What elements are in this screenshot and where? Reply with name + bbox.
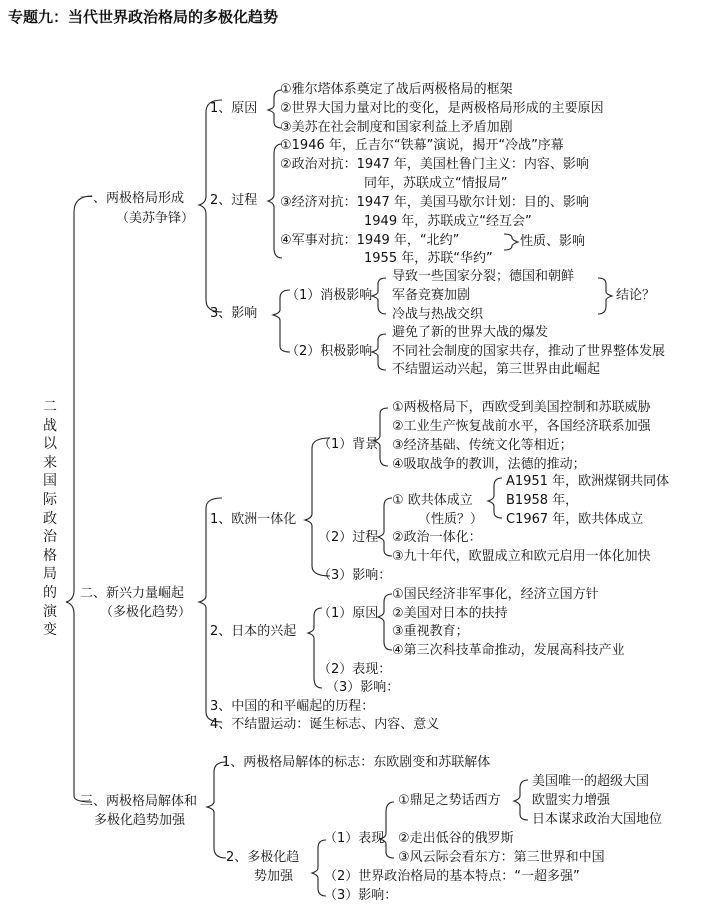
s3-perf-item: ②走出低谷的俄罗斯 [398,831,514,846]
s2-jreason-item: ①国民经济非军事化，经济立国方针 [392,587,599,602]
s1-pos-label: （2）积极影响 [286,344,373,359]
s2-jreason-item: ②美国对日本的扶持 [392,606,508,621]
s3-tripod-item: 欧盟实力增强 [532,793,611,808]
s3-label-2: 多极化趋势加强 [94,813,186,828]
s1-process-item: ①1946 年，丘吉尔“铁幕”演说，揭开“冷战”序幕 [280,138,564,153]
s1-process-item: 1949 年，苏联成立“经互会” [364,214,532,229]
s3-perf-label: （1）表现 [324,831,385,846]
s2-proc-item: ③九十年代，欧盟成立和欧元启用一体化加快 [392,549,651,564]
s1-process-item: ④军事对抗：1949 年，“北约” [280,233,460,248]
s3-perf-item: ③风云际会看东方：第三世界和中国 [398,850,605,865]
s1-neg-brace [372,278,386,314]
s2-nam: 4、不结盟运动：诞生标志、内容、意义 [210,717,440,732]
s2-japan-performance: （2）表现： [318,662,392,677]
s1-pos-item: 避免了新的世界大战的爆发 [392,325,549,340]
s3-tripod-item: 日本谋求政治大国地位 [532,812,663,827]
s3-tripod-brace [514,780,528,820]
s3-trend-label-2: 势加强 [254,869,294,884]
s3-brace [207,762,226,858]
s2-sublabel: （多极化趋势） [100,605,192,620]
s3-tripod-label: ①鼎足之势话西方 [398,793,501,808]
s2-jreason-brace [378,594,392,650]
s3-sign: 1、两极格局解体的标志：东欧剧变和苏联解体 [222,755,491,770]
s2-proc-label: （2）过程 [318,530,379,545]
s1-reason-item: ②世界大国力量对比的变化，是两极格局形成的主要原因 [280,101,604,116]
root-brace [66,196,92,802]
s3-trend-label: 2、多极化趋 [226,850,300,865]
s3-tripod-item: 美国唯一的超级大国 [532,774,650,789]
s1-process-item: 1955 年，苏联“华约” [364,251,493,266]
s1-reason-item: ①雅尔塔体系奠定了战后两极格局的框架 [280,82,513,97]
s2-jreason-item: ③重视教育； [392,624,469,639]
s2-jreason-item: ④第三次科技革命推动，发展高科技产业 [392,643,625,658]
s2-ec-item: B1958 年， [506,493,579,508]
s3-feature: （2）世界政治格局的基本特点：“一超多强” [324,869,580,884]
s2-ec-question: （性质？） [418,512,484,527]
s2-bg-item: ④吸取战争的教训，法德的推动； [392,457,586,472]
s2-label: 二、新兴力量崛起 [80,586,185,601]
s1-neg-item: 军备竞赛加剧 [392,288,471,303]
s2-ec-label: ① 欧共体成立 [392,493,473,508]
s2-brace [199,498,222,722]
s1-impact-label: 3、影响 [210,306,258,321]
root-label: 二战以来国际政治格局的演变 [43,399,57,639]
s1-neg-conclusion: 结论？ [616,288,656,303]
s2-europe-label: 1、欧洲一体化 [210,512,297,527]
s2-bg-item: ①两极格局下，西欧受到美国控制和苏联威胁 [392,400,651,415]
s3-perf-brace [380,802,394,858]
s2-bg-item: ②工业生产恢复战前水平，各国经济联系加强 [392,419,651,434]
s1-neg-item: 导致一些国家分裂；德国和朝鲜 [392,269,575,284]
s2-bg-label: （1）背景 [318,437,379,452]
s1-reason-label: 1、原因 [210,101,258,116]
s2-proc-item: ②政治一体化： [392,530,482,545]
s2-japan-impact: （3）影响： [326,680,400,695]
s1-process-label: 2、过程 [210,193,258,208]
s2-jreason-label: （1）原因 [318,606,379,621]
s3-label: 三、两极格局解体和 [80,794,198,809]
s2-proc-brace [378,498,392,556]
s2-bg-item: ③经济基础、传统文化等相近； [392,438,573,453]
s1-neg-label: （1）消极影响 [286,288,373,303]
s1-negconc-brace [598,278,612,314]
s2-ec-item: C1967 年，欧共体成立 [506,512,644,527]
page-title: 专题九：当代世界政治格局的多极化趋势 [8,8,279,26]
s1-pos-item: 不同社会制度的国家共存，推动了世界整体发展 [392,344,666,359]
s1-military-note: 性质、影响 [520,234,586,249]
s2-ec-item: A1951 年，欧洲煤钢共同体 [506,474,670,489]
s2-europe-impact: （3）影响： [318,568,392,583]
s3-impact: （3）影响： [324,888,398,903]
s1-process-item: ③经济对抗：1947 年，美国马歇尔计划：目的、影响 [280,195,589,210]
s1-process-item: ②政治对抗：1947 年，美国杜鲁门主义：内容、影响 [280,157,589,172]
s2-japan-label: 2、日本的兴起 [210,624,297,639]
s2-ec-brace [488,478,502,518]
s1-label: 一、两极格局形成 [80,191,185,206]
s1-military-brace [504,234,518,250]
s2-china: 3、中国的和平崛起的历程： [210,699,375,714]
s1-pos-item: 不结盟运动兴起，第三世界由此崛起 [392,362,601,377]
s1-pos-brace [372,334,386,370]
s2-europe-brace [305,438,330,576]
s1-sublabel: （美苏争锋） [116,211,195,226]
s1-reason-item: ③美苏在社会制度和国家利益上矛盾加剧 [280,120,513,135]
s1-process-item: 同年，苏联成立“情报局” [364,176,508,191]
s1-neg-item: 冷战与热战交织 [392,307,484,322]
